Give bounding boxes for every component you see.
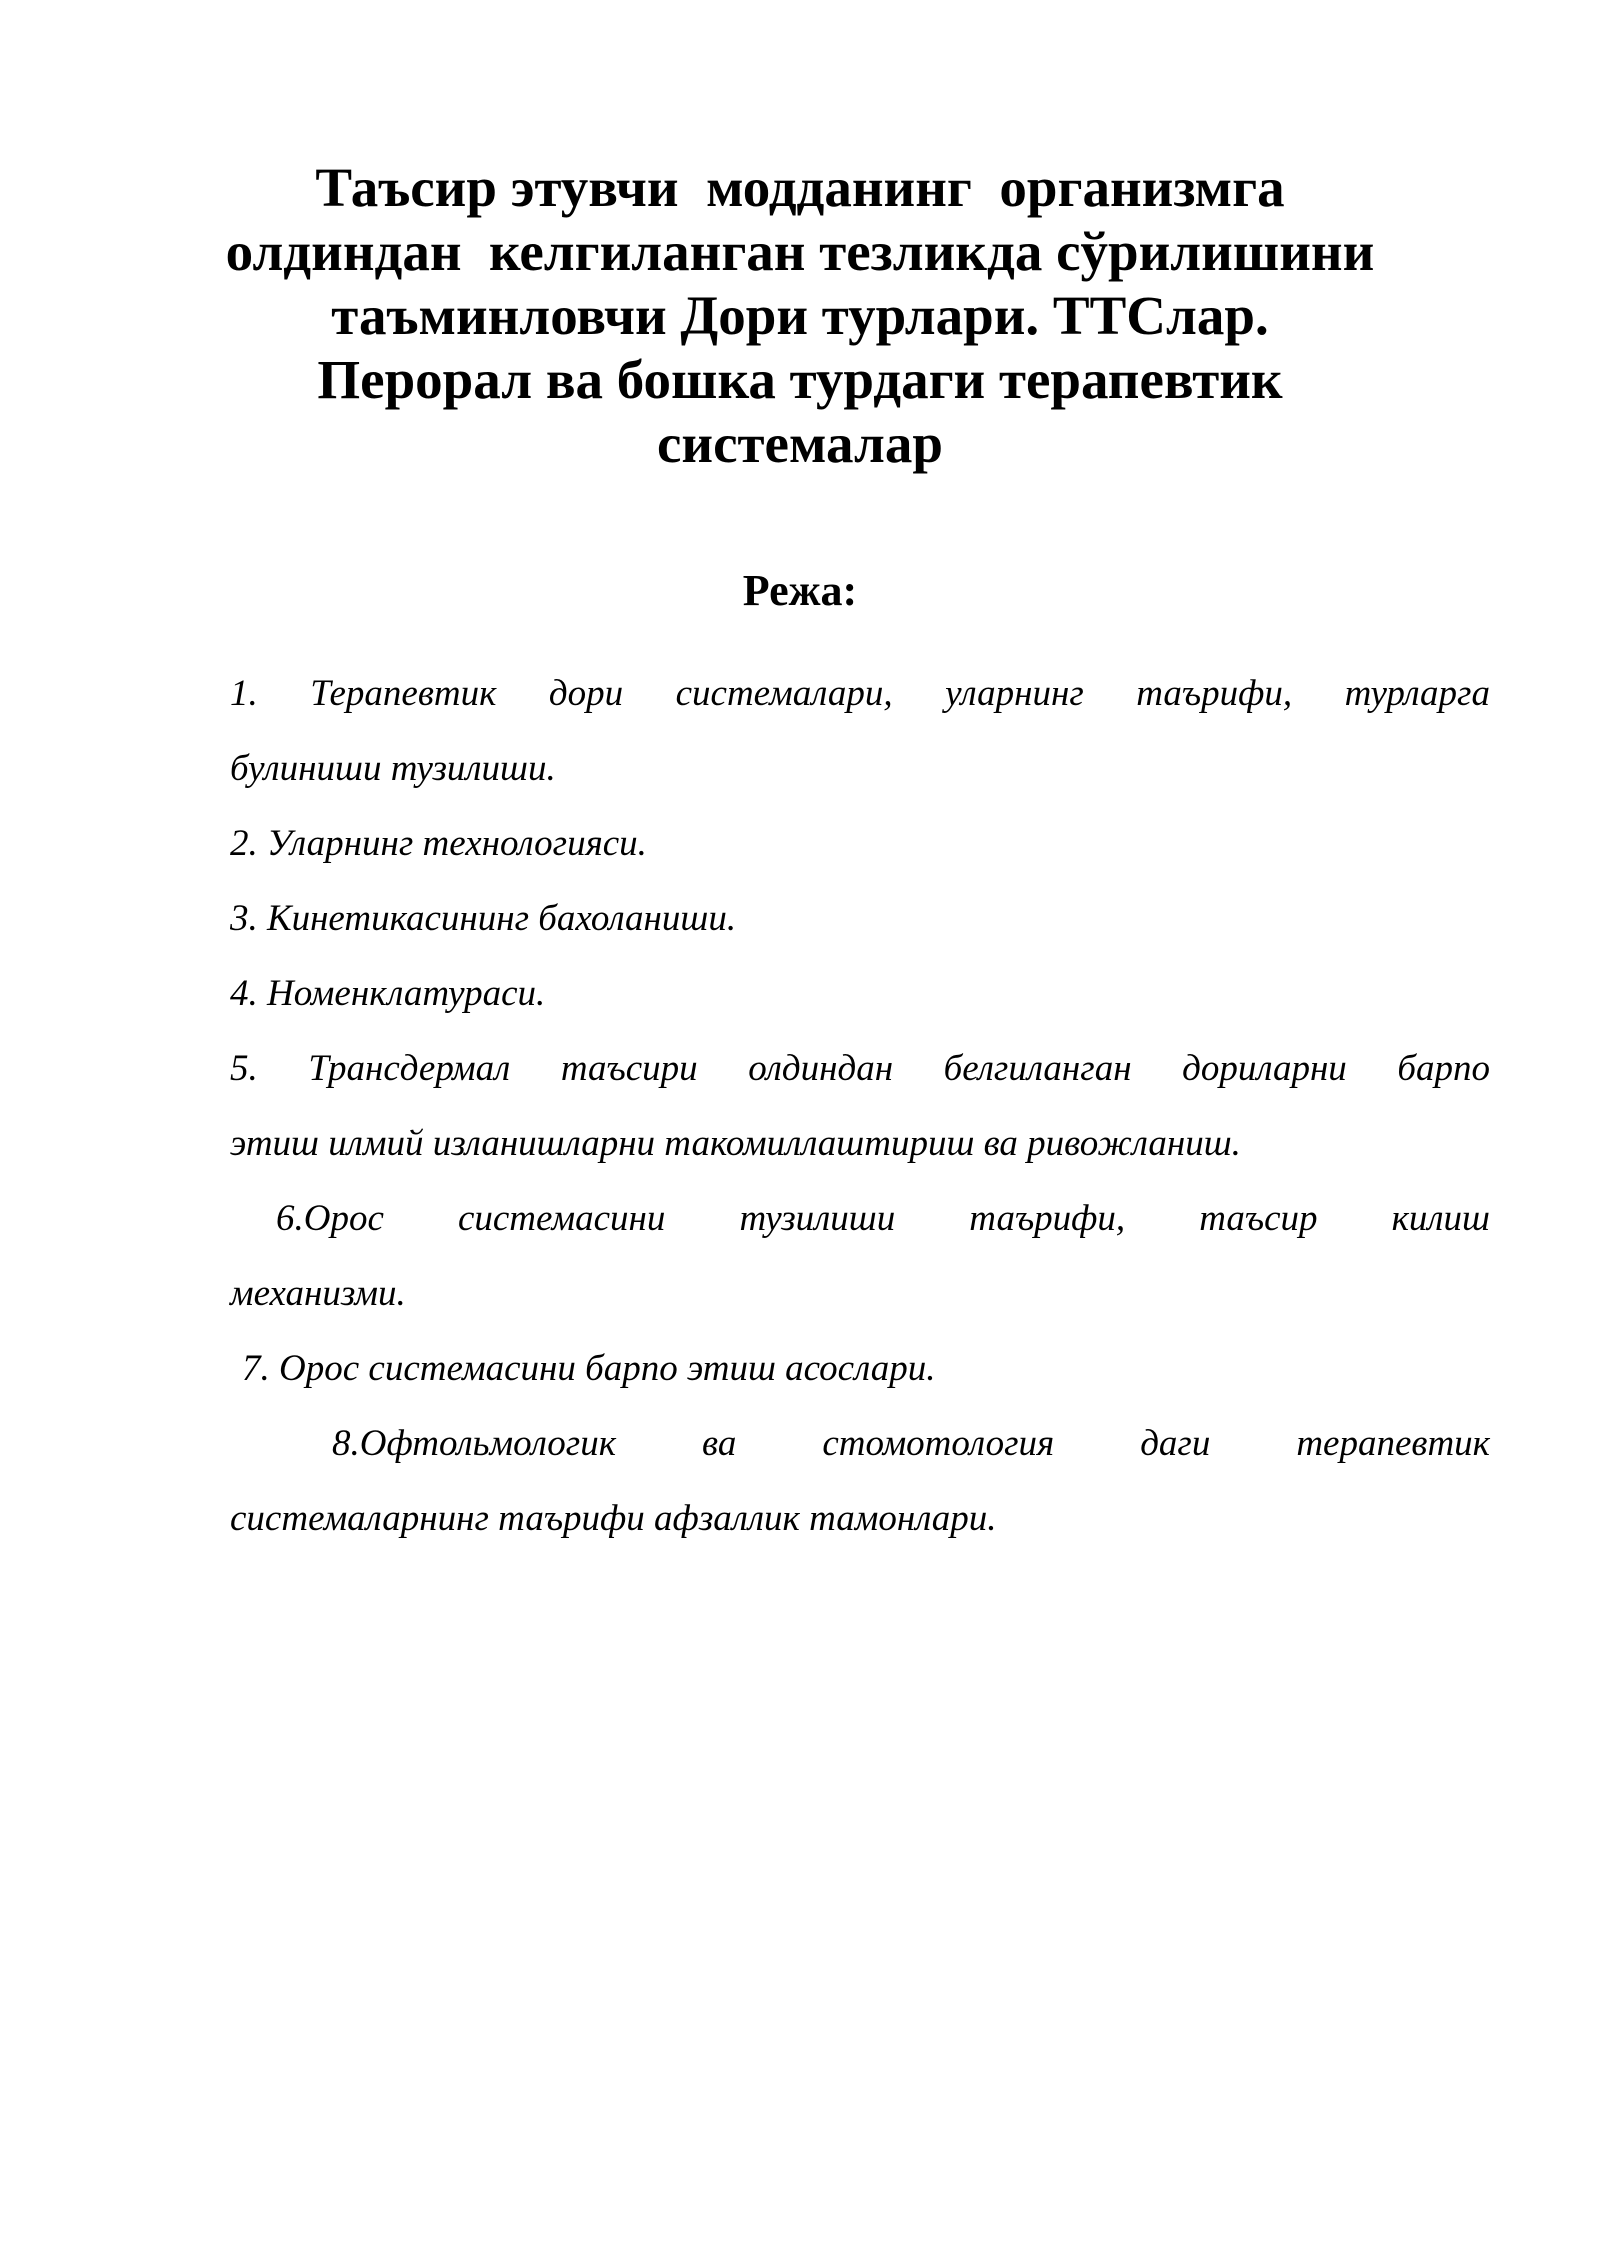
plan-item-1-line-1: 1. Терапевтик дори системалари, уларнинг таърифи, турларга (230, 673, 1490, 714)
plan-list (230, 656, 1490, 1556)
plan-item-6-line-1: 6.Орос системасини тузилиши таърифи, таъсир килиш (276, 1198, 1490, 1239)
plan-item-1-line-2: булиниши тузилиши. (230, 748, 556, 789)
document-title (200, 156, 1400, 476)
plan-item-5-line-2: этиш илмий изланишларни такомиллаштириш ва ривожланиш. (230, 1123, 1241, 1164)
plan-item-4: 4. Номенклатураси. (230, 973, 546, 1014)
plan-item-7: 7. Орос системасини барпо этиш асослари. (242, 1348, 936, 1389)
title-line: олдиндан келгиланган тезликда сўрилишини (225, 221, 1375, 282)
title-line: таъминловчи Дори турлари. ТТСлар. (331, 285, 1269, 346)
plan-item-2: 2. Уларнинг технологияси. (230, 823, 647, 864)
plan-item-8-line-1: 8.Офтольмологик ва стомотология даги терапевтик (332, 1423, 1490, 1464)
title-line: Таъсир этувчи модданинг организмга (315, 157, 1285, 218)
plan-item-3: 3. Кинетикасининг бахоланиши. (230, 898, 737, 939)
plan-item-8-line-2: системаларнинг таърифи афзаллик тамонлари. (230, 1498, 997, 1539)
title-line: Перорал ва бошка турдаги терапевтик (317, 349, 1283, 410)
plan-heading: Режа: (742, 566, 858, 615)
plan-item-6-line-2: механизми. (230, 1273, 406, 1314)
title-line: системалар (657, 413, 943, 474)
plan-item-5-line-1: 5. Трансдермал таъсири олдиндан белгиланган дориларни барпо (230, 1048, 1490, 1089)
